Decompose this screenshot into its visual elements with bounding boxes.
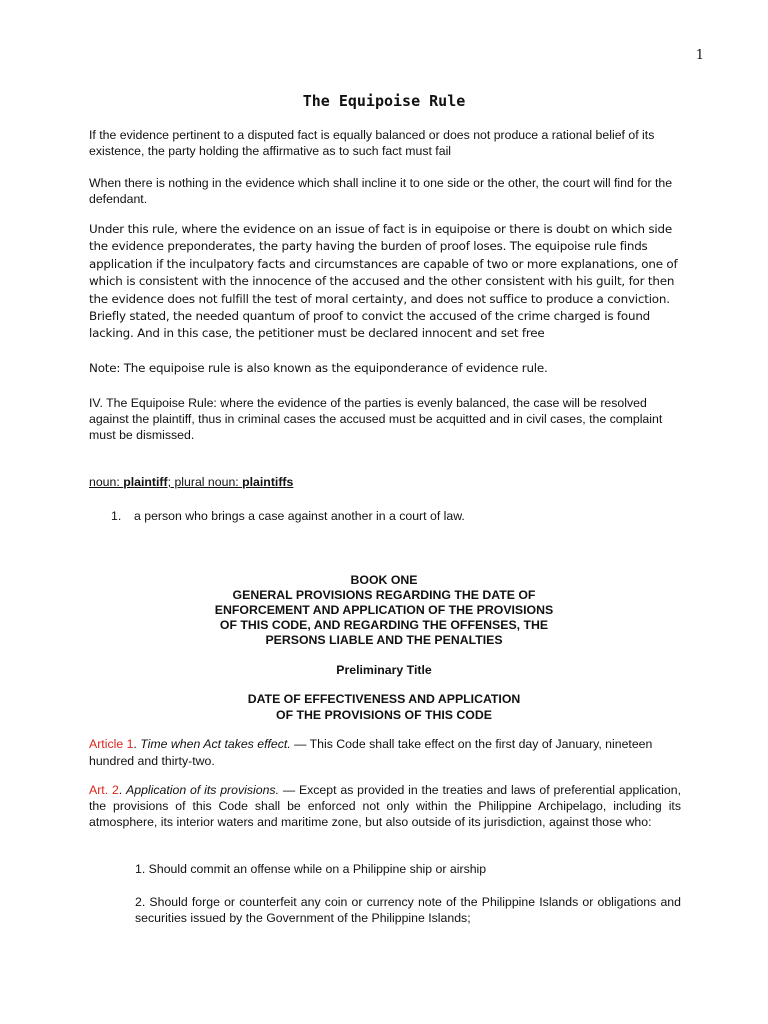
- paragraph-explanation: Under this rule, where the evidence on an issue of fact is in equipoise or there is doubt on which side the evidence preponderates, the party having the burden of proof loses. The equipoise rule finds application if the inculpatory facts and circumstances are capable of two or more explanations, one of which is consistent with the innocence of the accused and the other consistent with his guilt, for then the evidence does not fulfill the test of moral certainty, and does not suffice to produce a conviction. Briefly stated, the needed quantum of proof to convict the accused of the crime charged is found lacking. And in this case, the petitioner must be declared innocent and set free: [89, 222, 678, 341]
- article-2-item-2: 2. Should forge or counterfeit any coin or currency note of the Philippine Islands or obligations and securities issued by the Government of the Philippine Islands;: [135, 895, 681, 925]
- book-line-3: OF THIS CODE, AND REGARDING THE OFFENSES, THE: [219, 618, 549, 632]
- noun-word: plaintiff: [123, 475, 168, 489]
- paragraph-iv-rule: IV. The Equipoise Rule: where the evidence of the parties is evenly balanced, the case will be resolved against the plaintiff, thus in criminal cases the accused must be acquitted and in civil cases, the complaint must be dismissed.: [89, 396, 663, 442]
- paragraph-note: Note: The equipoise rule is also known as the equiponderance of evidence rule.: [89, 361, 548, 375]
- book-heading: BOOK ONE: [350, 573, 418, 587]
- paragraph-definition-rule: If the evidence pertinent to a disputed fact is equally balanced or does not produce a rational belief of its existence, the party holding the affirmative as to such fact must fail: [89, 128, 655, 158]
- noun-label: noun:: [89, 475, 124, 489]
- book-line-1: GENERAL PROVISIONS REGARDING THE DATE OF: [232, 588, 536, 602]
- book-line-4: PERSONS LIABLE AND THE PENALTIES: [265, 633, 503, 647]
- document-title: The Equipoise Rule: [302, 92, 466, 110]
- paragraph-defendant: When there is nothing in the evidence which shall incline it to one side or the other, the court will find for the defendant.: [89, 176, 673, 206]
- article-1-label: Article 1: [89, 737, 134, 751]
- plural-label: ; plural noun:: [167, 475, 243, 489]
- page-number: 1: [695, 48, 704, 63]
- article-1-title: Time when Act takes effect.: [140, 737, 291, 751]
- definition-heading: [89, 474, 681, 490]
- article-2-item-1: 1. Should commit an offense while on a Philippine ship or airship: [135, 862, 487, 876]
- article-1: Article 1. Time when Act takes effect. — This Code shall take effect on the first day of January, nineteen hundred and thirty-two.: [89, 737, 653, 768]
- definition-item-text: a person who brings a case against another in a court of law.: [134, 509, 465, 523]
- book-line-2: ENFORCEMENT AND APPLICATION OF THE PROVISIONS: [214, 603, 554, 617]
- article-2: Art. 2. Application of its provisions. — Except as provided in the treaties and laws of preferential application, the provisions of this Code shall be enforced not only within the Philippine Archipelago, including its atmosphere, its interior waters and maritime zone, but also outside of its jurisdiction, against those who:: [89, 783, 681, 829]
- plural-word: plaintiffs: [242, 475, 294, 489]
- article-2-text: — Except as provided in the treaties and laws of preferential application, the provisions of this Code shall be enforced not only within the Philippine Archipelago, including its atmosphere, its interior waters and maritime zone, but also outside of its jurisdiction, against those who:: [89, 783, 681, 829]
- date-heading-1: DATE OF EFFECTIVENESS AND APPLICATION: [247, 692, 521, 706]
- definition-item-number: 1.: [111, 509, 122, 523]
- article-2-label: Art. 2: [89, 783, 119, 797]
- article-1-text: — This Code shall take effect on the first day of January, nineteen hundred and thirty-two.: [89, 737, 653, 768]
- article-2-title: Application of its provisions.: [126, 783, 279, 797]
- date-heading-2: OF THE PROVISIONS OF THIS CODE: [276, 708, 492, 722]
- preliminary-title: Preliminary Title: [336, 663, 432, 677]
